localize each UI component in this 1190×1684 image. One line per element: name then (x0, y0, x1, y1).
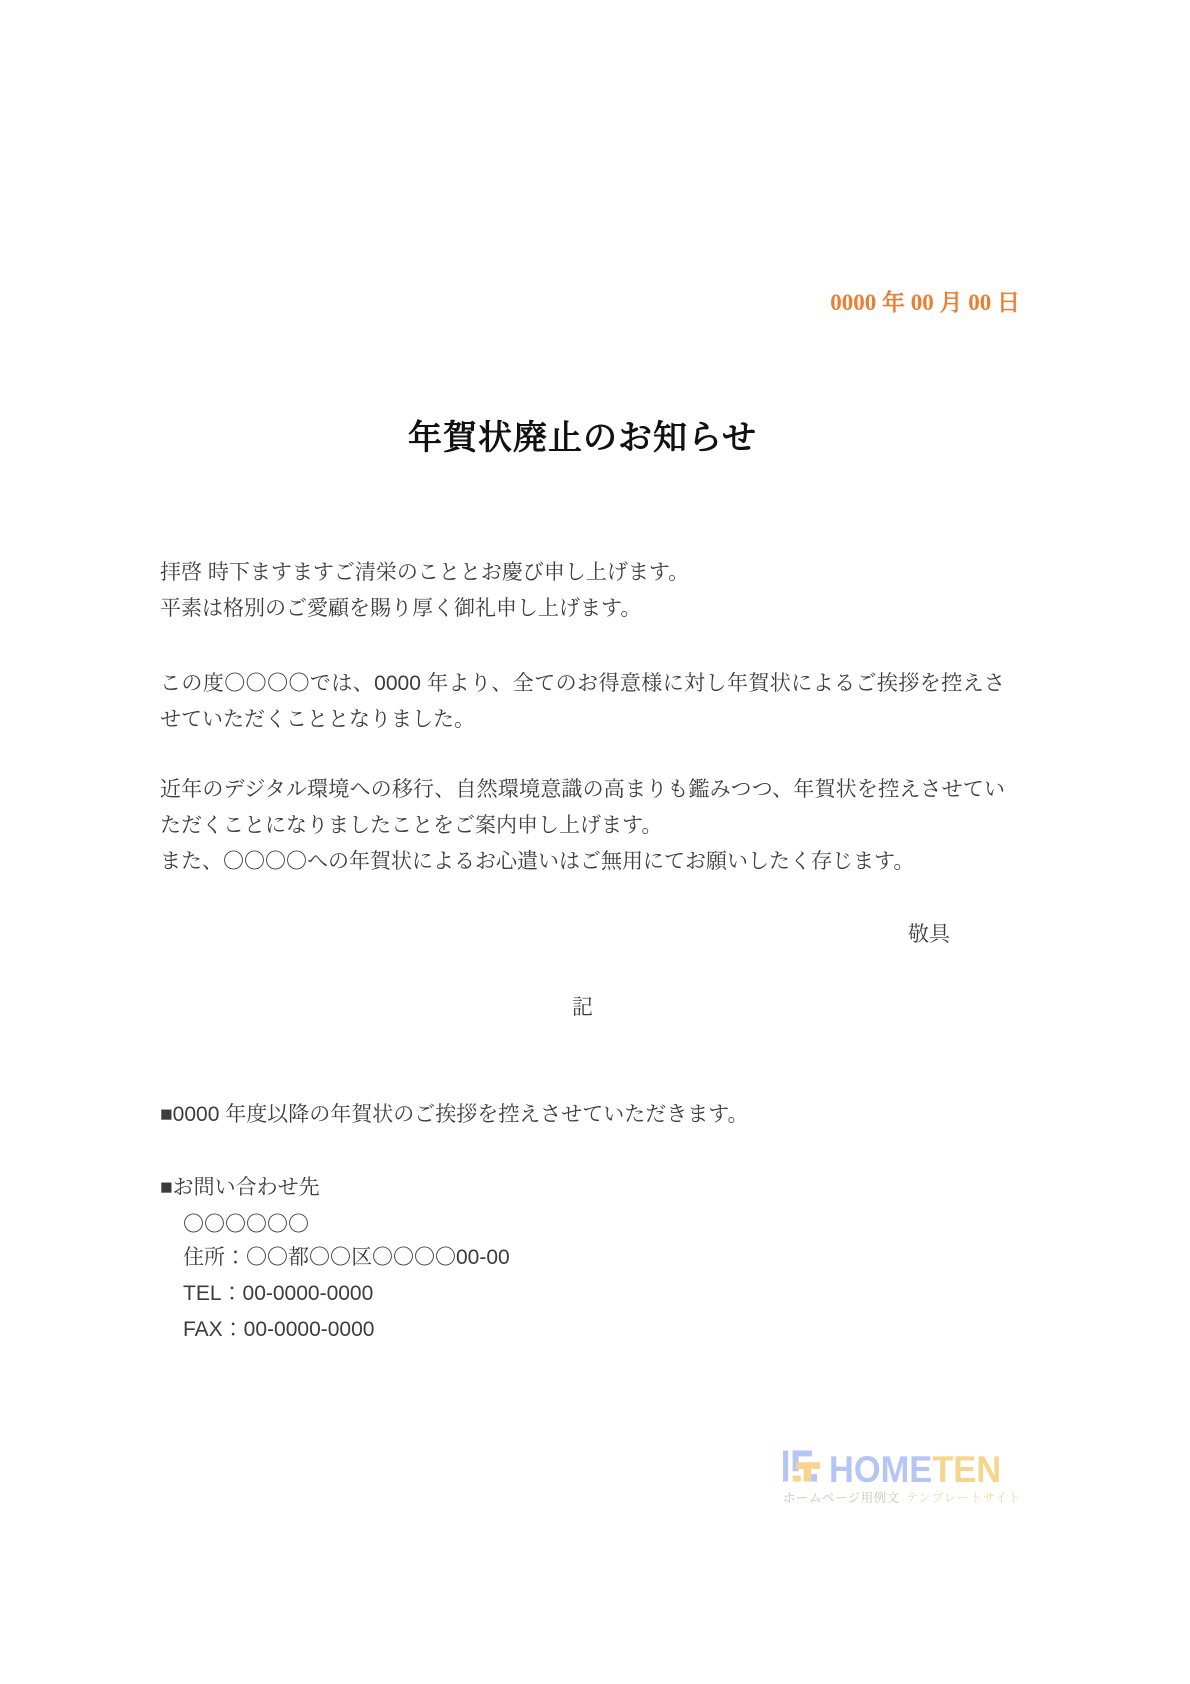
notice-item: ■0000 年度以降の年賀状のご挨拶を控えさせていただきます。 (160, 1103, 749, 1126)
logo-wordmark-home: HOME (829, 1449, 933, 1490)
reason-paragraph (160, 772, 1005, 880)
contact-heading: ■お問い合わせ先 (160, 1176, 320, 1199)
date-line: 0000 年 00 月 00 日 (830, 290, 1020, 315)
closing-keigu: 敬具 (908, 923, 950, 946)
greeting-line-2: 平素は格別のご愛顧を賜り厚く御礼申し上げます。 (160, 597, 642, 620)
contact-company: 〇〇〇〇〇〇 (183, 1213, 309, 1236)
contact-tel: TEL：00-0000-0000 (183, 1282, 374, 1305)
logo-tagline (783, 1491, 1043, 1506)
contact-fax: FAX：00-0000-0000 (183, 1318, 375, 1341)
record-marker: 記 (572, 996, 593, 1019)
letter-title: 年賀状廃止のお知らせ (408, 420, 757, 457)
announcement-paragraph: この度〇〇〇〇では、0000 年より、全てのお得意様に対し年賀状によるご挨拶を控えさせていただくこととなりました。 (160, 672, 1005, 731)
greeting-paragraph (160, 555, 1005, 627)
logo-wordmark-ten: TEN (932, 1449, 1002, 1490)
site-logo (783, 1446, 1043, 1506)
logo-tagline-part1: ホームページ用例文 (783, 1491, 900, 1505)
logo-tagline-part2: テンプレートサイト (905, 1491, 1021, 1505)
greeting-line-1: 拝啓 時下ますますご清栄のこととお慶び申し上げます。 (160, 561, 690, 584)
reason-sentence-2: また、〇〇〇〇への年賀状によるお心遣いはご無用にてお願いしたく存じます。 (160, 850, 915, 873)
contact-address: 住所：〇〇都〇〇区〇〇〇〇00-00 (183, 1246, 510, 1269)
reason-sentence-1: 近年のデジタル環境への移行、自然環境意識の高まりも鑑みつつ、年賀状を控えさせていただくことになりましたことをご案内申し上げます。 (160, 778, 1005, 837)
hometen-logo-icon (783, 1446, 820, 1486)
logo-wordmark (829, 1449, 1002, 1490)
